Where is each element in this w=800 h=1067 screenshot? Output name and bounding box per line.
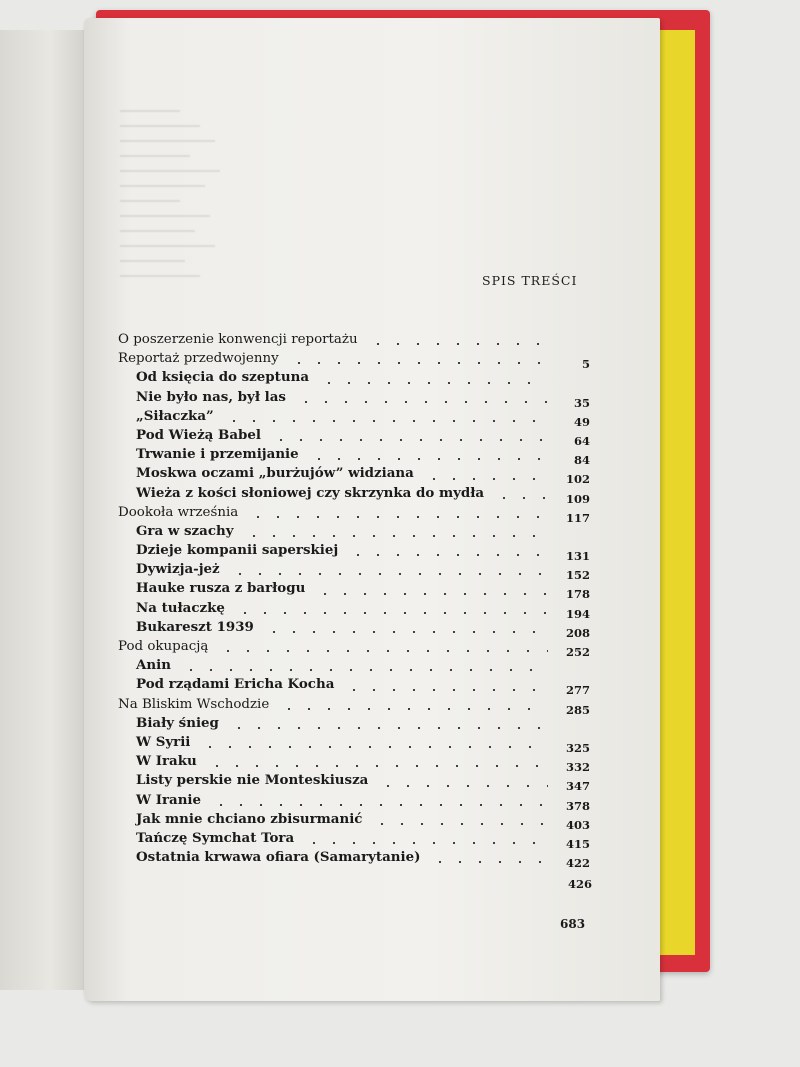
toc-entry-title: Reportaż przedwojenny — [118, 351, 279, 367]
leader-dots — [296, 401, 548, 403]
leader-dots — [181, 669, 548, 671]
toc-entry-title: Ostatnia krwawa ofiara (Samarytanie) — [136, 849, 421, 866]
toc-entry-title: Od księcia do szeptuna — [136, 369, 310, 386]
toc-entry-title: Trwanie i przemijanie — [136, 446, 299, 463]
leader-dots — [372, 823, 548, 825]
toc-entry-page: 194 — [565, 606, 590, 621]
toc-entry-page: 252 — [565, 645, 590, 659]
toc-entry — [118, 560, 590, 583]
toc-entry-page: 152 — [565, 568, 590, 583]
leader-dots — [207, 765, 548, 767]
toc-entry-title: W Iraku — [136, 753, 197, 770]
toc-entry-title: Na Bliskim Wschodzie — [118, 696, 270, 712]
toc-entry — [118, 771, 590, 794]
toc-entry — [118, 714, 590, 733]
toc-entry — [118, 484, 590, 506]
toc-entry-page: 109 — [565, 491, 590, 506]
toc-entry-title: Wieża z kości słoniowej czy skrzynka do mydła — [136, 484, 485, 501]
toc-entry-title: Nie było nas, był las — [136, 388, 286, 405]
toc-entry-title: Listy perskie nie Monteskiusza — [136, 772, 369, 789]
leader-dots — [309, 458, 548, 460]
toc-entry-page: 102 — [565, 472, 590, 487]
toc-entry-title: Anin — [136, 657, 171, 674]
leader-dots — [230, 573, 548, 575]
leader-dots — [211, 804, 548, 806]
toc-entry-title: „Siłaczka” — [136, 407, 214, 424]
leader-dots — [244, 535, 548, 537]
leader-dots — [235, 612, 548, 614]
toc-entry — [118, 541, 590, 564]
leader-dots — [304, 842, 548, 844]
toc-entry — [118, 464, 590, 487]
leader-dots — [424, 478, 548, 480]
toc-entry — [118, 426, 590, 448]
toc-entry-page: 5 — [581, 357, 590, 372]
toc-entry-page: 325 — [565, 740, 590, 755]
toc-entry-title: Pod rządami Ericha Kocha — [136, 676, 335, 693]
leader-dots — [218, 650, 548, 652]
toc-entry — [118, 695, 590, 717]
toc-entry — [118, 388, 590, 410]
toc-entry — [118, 368, 590, 387]
leader-dots — [315, 593, 548, 595]
toc-entry — [118, 810, 590, 832]
toc-entry-title: O poszerzenie konwencji reportażu — [118, 332, 358, 347]
leader-dots — [319, 382, 548, 384]
leader-dots — [224, 420, 548, 422]
toc-entry-page: 64 — [573, 433, 590, 448]
toc-entry-title: Gra w szachy — [136, 522, 234, 539]
toc-entry — [118, 675, 590, 698]
toc-entry-title: Pod okupacją — [118, 639, 209, 654]
leader-dots — [248, 516, 548, 518]
leader-dots — [289, 362, 548, 364]
toc-entry — [118, 848, 590, 871]
toc-entry-page: 422 — [565, 856, 590, 871]
toc-entry-page: 285 — [565, 702, 590, 717]
toc-entry — [118, 407, 590, 429]
toc-entry — [118, 330, 590, 349]
toc-entry — [118, 733, 590, 755]
toc-entry-page: 277 — [565, 683, 590, 698]
leader-dots — [348, 554, 548, 556]
trailing-page-number: 426 — [568, 877, 593, 891]
toc-entry-page: 378 — [565, 798, 590, 813]
toc-entry-page: 347 — [565, 779, 590, 794]
toc-entry-page: 84 — [573, 453, 590, 468]
toc-entry — [118, 445, 590, 468]
toc-entry — [118, 503, 590, 525]
toc-entry — [118, 829, 590, 851]
toc-entry-page: 403 — [565, 817, 590, 832]
leader-dots — [200, 746, 548, 748]
toc-entry — [118, 752, 590, 775]
toc-entry — [118, 656, 590, 675]
leader-dots — [271, 439, 548, 441]
toc-entry-title: Hauke rusza z barłogu — [136, 580, 306, 597]
toc-entry-title: Moskwa oczami „burżujów” widziana — [136, 465, 414, 482]
toc-entry — [118, 349, 590, 372]
page-folio: 683 — [560, 917, 586, 931]
leader-dots — [378, 785, 548, 787]
toc-entry — [118, 599, 590, 621]
leader-dots — [229, 727, 548, 729]
toc-entry-page: 117 — [565, 510, 590, 525]
leader-dots — [494, 497, 548, 499]
leader-dots — [430, 861, 548, 863]
toc-entry-title: Dookoła września — [118, 504, 239, 520]
leader-dots — [264, 631, 548, 633]
toc-entry — [118, 637, 590, 659]
toc-entry — [118, 791, 590, 813]
toc-entry-title: Dywizja-jeż — [136, 561, 220, 578]
left-page — [0, 30, 92, 990]
toc-entry-page: 35 — [573, 395, 590, 410]
toc-entry-title: W Syrii — [136, 733, 191, 750]
toc-entry-page: 332 — [565, 760, 590, 775]
toc-entry-page: 208 — [565, 625, 590, 640]
toc-entry-page: 49 — [573, 414, 590, 429]
toc-entry-title: Bukareszt 1939 — [136, 618, 254, 635]
toc-entry-page: 178 — [565, 587, 590, 602]
toc-entry — [118, 522, 590, 541]
toc-entry-title: Tańczę Symchat Tora — [136, 829, 295, 846]
toc-entry-title: Biały śnieg — [136, 714, 219, 731]
toc-heading: SPIS TREŚCI — [482, 273, 578, 288]
toc-entry-title: Dzieje kompanii saperskiej — [136, 542, 339, 559]
leader-dots — [279, 708, 548, 710]
leader-dots — [368, 343, 548, 345]
toc-entry-title: W Iranie — [136, 791, 202, 808]
toc-entry-title: Na tułaczkę — [136, 599, 225, 616]
toc-entry-title: Pod Wieżą Babel — [136, 426, 261, 443]
table-of-contents — [118, 330, 590, 871]
toc-entry-page: 415 — [565, 836, 590, 851]
toc-entry-title: Jak mnie chciano zbisurmanić — [136, 810, 363, 827]
leader-dots — [344, 689, 548, 691]
show-through-text — [120, 110, 230, 330]
toc-entry — [118, 579, 590, 602]
toc-entry-page: 131 — [565, 549, 590, 564]
toc-entry — [118, 618, 590, 640]
